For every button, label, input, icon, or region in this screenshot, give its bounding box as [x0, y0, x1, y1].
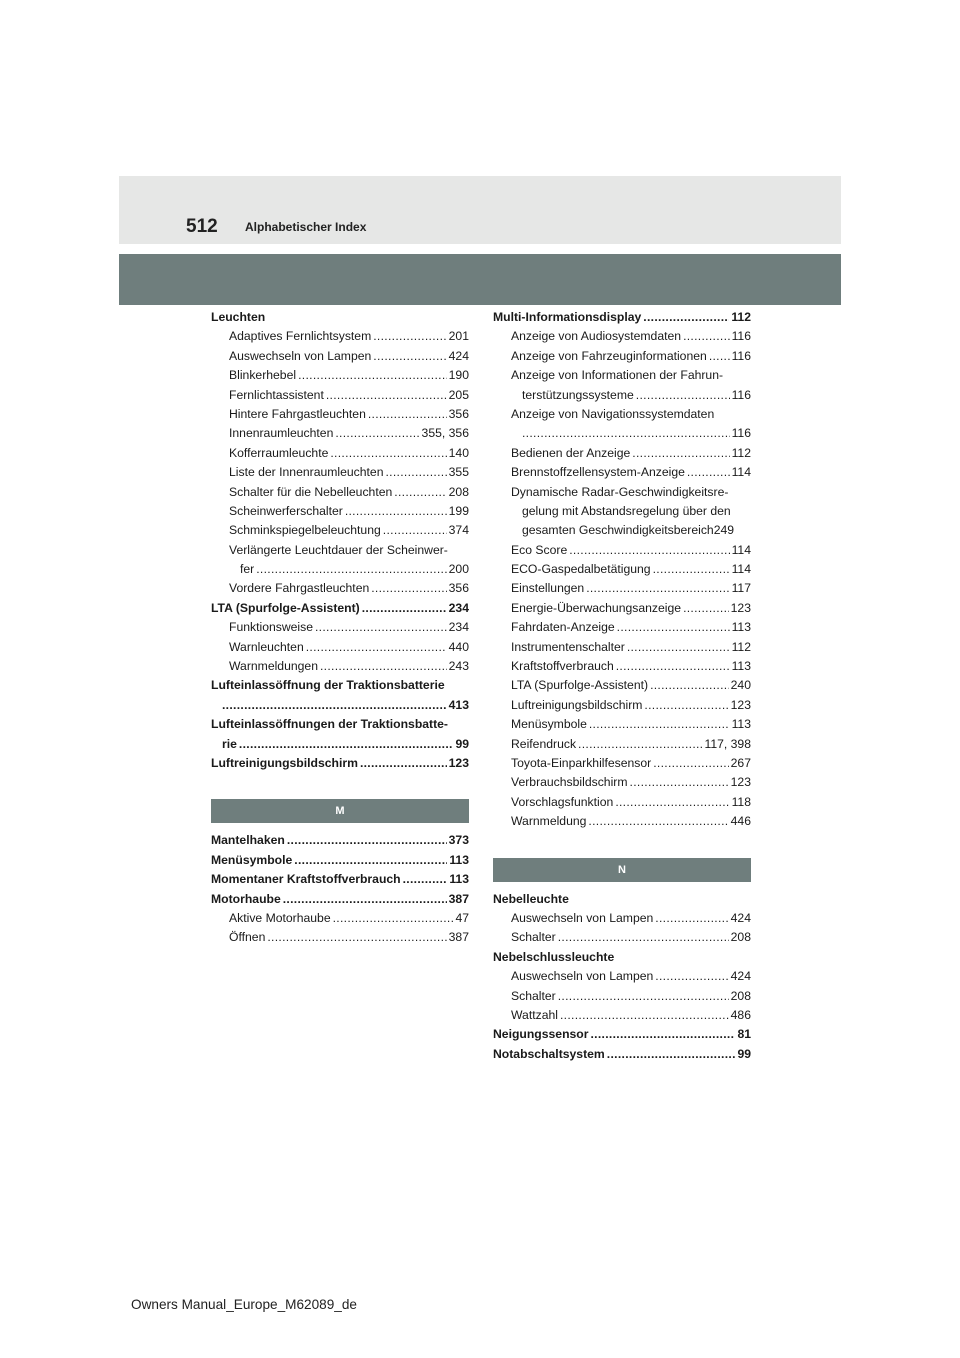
- index-subentry: Kraftstoffverbrauch ..... 113: [493, 657, 751, 676]
- index-column-left: [211, 308, 469, 948]
- index-subentry: Anzeige von Fahrzeuginformationen ..... 116: [493, 347, 751, 366]
- index-subentry: Wattzahl ..... 486: [493, 1006, 751, 1025]
- index-heading: Nebelleuchte: [493, 891, 569, 906]
- index-entry: Momentaner Kraftstoffverbrauch ..... 113: [211, 870, 469, 889]
- index-subentry: Warnmeldungen ..... 243: [211, 657, 469, 676]
- index-subentry-cont: ..... 116: [493, 424, 751, 443]
- index-entry: Mantelhaken ..... 373: [211, 831, 469, 850]
- index-subentry: Innenraumleuchten ..... 355, 356: [211, 424, 469, 443]
- index-subentry-wrap: gelung mit Abstandsregelung über den: [522, 503, 731, 518]
- index-subentry: Scheinwerferschalter ..... 199: [211, 502, 469, 521]
- index-heading: Leuchten: [211, 310, 266, 324]
- index-entry-wrap: Lufteinlassöffnungen der Traktionsbatte-: [211, 717, 448, 732]
- index-subentry-cont: terstützungssysteme ..... 116: [493, 386, 751, 405]
- index-subentry: Blinkerhebel ..... 190: [211, 366, 469, 385]
- index-subentry-wrap: Verlängerte Leuchtdauer der Scheinwer-: [229, 542, 448, 557]
- index-subentry: Eco Score ..... 114: [493, 541, 751, 560]
- index-entry: Luftreinigungsbildschirm ..... 123: [211, 754, 469, 773]
- index-subentry: Adaptives Fernlichtsystem ..... 201: [211, 327, 469, 346]
- index-subentry: Brennstoffzellensystem-Anzeige ..... 114: [493, 463, 751, 482]
- index-subentry: Aktive Motorhaube ..... 47: [211, 909, 469, 928]
- section-title: Alphabetischer Index: [245, 220, 367, 234]
- index-subentry: Schalter für die Nebelleuchten ..... 208: [211, 483, 469, 502]
- index-subentry: Toyota-Einparkhilfesensor ..... 267: [493, 754, 751, 773]
- index-subentry: LTA (Spurfolge-Assistent) ..... 240: [493, 676, 751, 695]
- index-column-right: [493, 308, 751, 1064]
- index-entry: Notabschaltsystem ..... 99: [493, 1045, 751, 1064]
- index-subentry: Menüsymbole ..... 113: [493, 715, 751, 734]
- index-subentry: Verbrauchsbildschirm ..... 123: [493, 773, 751, 792]
- page-number: 512: [186, 216, 218, 237]
- index-subentry: Vorschlagsfunktion ..... 118: [493, 793, 751, 812]
- index-subentry: Warnmeldung ..... 446: [493, 812, 751, 831]
- index-subentry: Instrumentenschalter ..... 112: [493, 638, 751, 657]
- index-entry: Neigungssensor ..... 81: [493, 1025, 751, 1044]
- index-entry-lta: LTA (Spurfolge-Assistent) ..... 234: [211, 599, 469, 618]
- index-subentry: Einstellungen ..... 117: [493, 579, 751, 598]
- letter-band-n: N: [493, 858, 751, 882]
- index-entry-cont: rie ..... 99: [211, 735, 469, 754]
- index-subentry: Bedienen der Anzeige ..... 112: [493, 444, 751, 463]
- header-band: [119, 254, 841, 305]
- index-subentry-cont: gesamten Geschwindigkeitsbereich 249: [522, 523, 735, 538]
- index-subentry: Vordere Fahrgastleuchten ..... 356: [211, 579, 469, 598]
- index-subentry: Schalter ..... 208: [493, 987, 751, 1006]
- index-subentry: Anzeige von Audiosystemdaten ..... 116: [493, 327, 751, 346]
- index-subentry-wrap: Dynamische Radar-Geschwindigkeitsre-: [511, 484, 729, 499]
- index-subentry-cont: fer ..... 200: [211, 560, 469, 579]
- index-subentry: Öffnen ..... 387: [211, 928, 469, 947]
- index-subentry: Reifendruck ..... 117, 398: [493, 735, 751, 754]
- index-subentry-wrap: Anzeige von Informationen der Fahrun-: [511, 368, 724, 383]
- index-entry: Multi-Informationsdisplay ..... 112: [493, 308, 751, 327]
- index-subentry: Luftreinigungsbildschirm ..... 123: [493, 696, 751, 715]
- index-subentry: Energie-Überwachungsanzeige ..... 123: [493, 599, 751, 618]
- index-subentry: Liste der Innenraumleuchten ..... 355: [211, 463, 469, 482]
- index-entry-wrap: Lufteinlassöffnung der Traktionsbatterie: [211, 678, 445, 693]
- index-subentry: Hintere Fahrgastleuchten ..... 356: [211, 405, 469, 424]
- index-heading: Nebelschlussleuchte: [493, 949, 615, 964]
- index-subentry: Warnleuchten ..... 440: [211, 638, 469, 657]
- letter-band-m: M: [211, 799, 469, 823]
- index-subentry: Auswechseln von Lampen ..... 424: [493, 909, 751, 928]
- index-entry: Menüsymbole ..... 113: [211, 851, 469, 870]
- index-subentry: Kofferraumleuchte ..... 140: [211, 444, 469, 463]
- footer-text: Owners Manual_Europe_M62089_de: [131, 1297, 357, 1312]
- index-entry-cont: ..... 413: [211, 696, 469, 715]
- index-subentry: ECO-Gaspedalbetätigung ..... 114: [493, 560, 751, 579]
- index-subentry: Schalter ..... 208: [493, 928, 751, 947]
- index-subentry: Fahrdaten-Anzeige ..... 113: [493, 618, 751, 637]
- index-subentry: Funktionsweise ..... 234: [211, 618, 469, 637]
- index-entry: Motorhaube ..... 387: [211, 890, 469, 909]
- header-top-bar: [119, 176, 841, 244]
- index-subentry: Auswechseln von Lampen ..... 424: [493, 967, 751, 986]
- index-subentry: Fernlichtassistent ..... 205: [211, 386, 469, 405]
- index-subentry: Schminkspiegelbeleuchtung ..... 374: [211, 521, 469, 540]
- index-subentry: Auswechseln von Lampen ..... 424: [211, 347, 469, 366]
- index-subentry-wrap: Anzeige von Navigationssystemdaten: [511, 406, 715, 421]
